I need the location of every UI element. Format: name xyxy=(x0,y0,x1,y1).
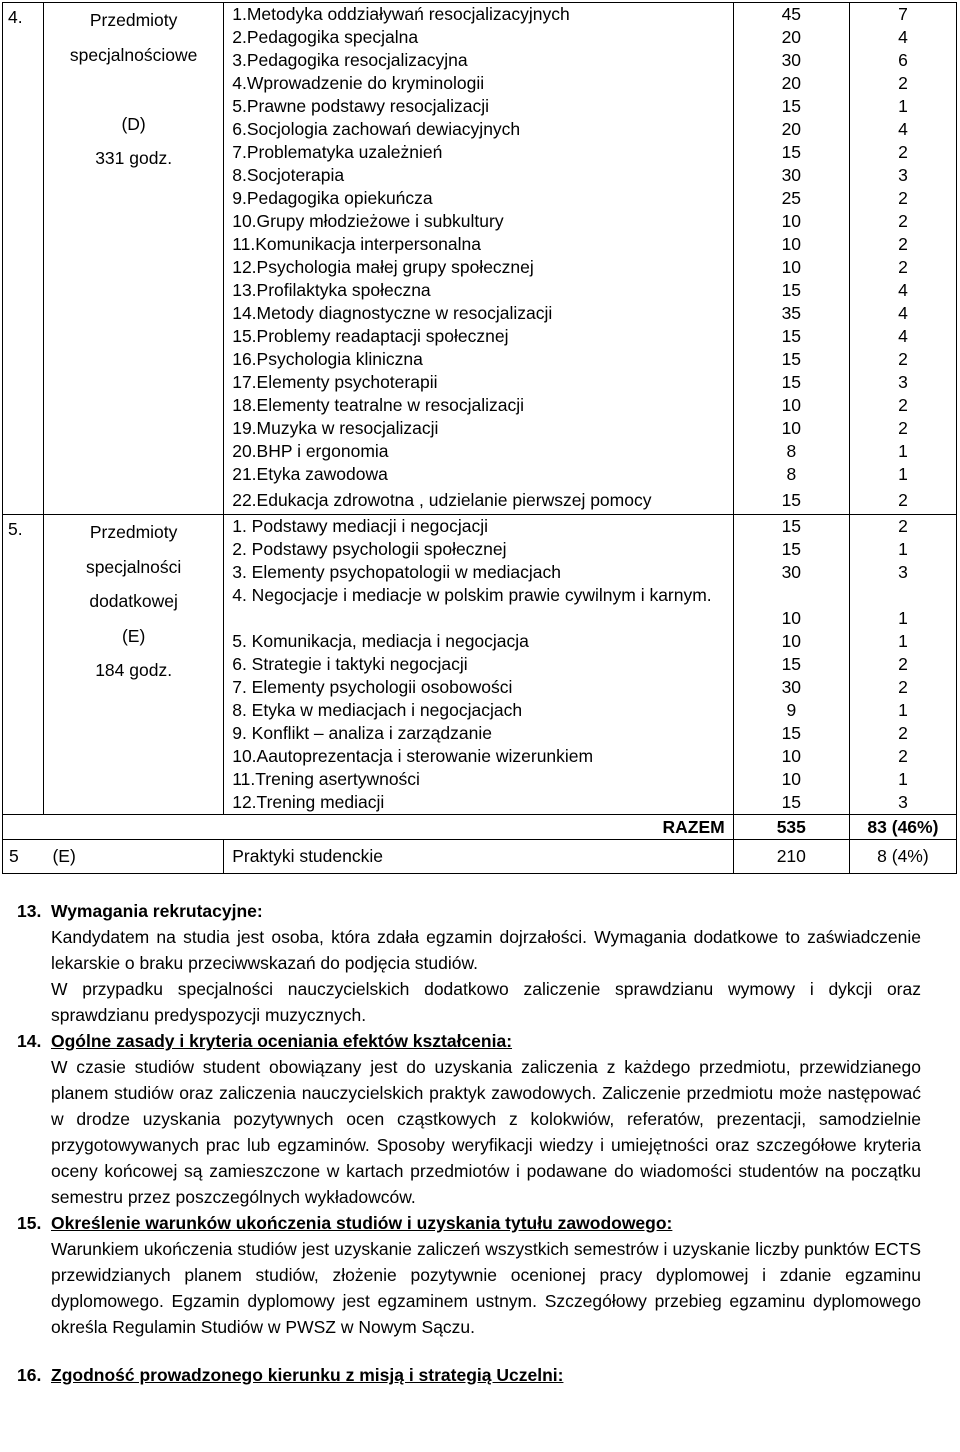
subject-hours: 35 xyxy=(781,303,802,323)
subject-list xyxy=(224,3,734,515)
subject-name: 17.Elementy psychoterapii xyxy=(232,372,438,392)
practice-number: 5 xyxy=(9,846,19,866)
subject-ects: 4 xyxy=(898,326,908,346)
group-number: 5. xyxy=(3,515,44,815)
subject-hours: 20 xyxy=(781,73,802,93)
ects-list xyxy=(849,3,956,515)
subject-name: 14.Metody diagnostyczne w resocjalizacji xyxy=(232,303,553,323)
subject-hours: 30 xyxy=(781,50,802,70)
study-plan-table xyxy=(2,2,957,874)
subject-ects: 3 xyxy=(898,562,908,582)
paragraph: W czasie studiów student obowiązany jest do uzyskania zaliczenia z każdego przedmiotu, przewidzianego planem studiów oraz zaliczenia nauczycielskich praktyk zawodowych. Zaliczenie przedmiotu może następować w drodze uzyskania pozytywnych ocen cząstkowych z kolokwiów, referatów, prezentacji, samodzielnie przygotowywanych prac lub egzaminów. Sposoby weryfikacji wiedzy i umiejętności oraz szczegółowe kryteria oceny końcowej są zamieszczone w kartach przedmiotów i podawane do wiadomości studentów na początku semestru przez poszczególnych wykładowców. xyxy=(51,1057,921,1207)
practice-code xyxy=(3,840,224,874)
section-title: Zgodność prowadzonego kierunku z misją i strategią Uczelni: xyxy=(51,1365,564,1385)
group-number: 4. xyxy=(3,3,44,515)
subject-hours: 10 xyxy=(781,418,802,438)
subject-ects: 2 xyxy=(898,257,908,277)
subject-hours: 15 xyxy=(781,372,802,392)
subject-ects: 2 xyxy=(898,723,908,743)
subject-name: 13.Profilaktyka społeczna xyxy=(232,280,431,300)
total-hours: 535 xyxy=(733,815,849,840)
subject-name: 7. Elementy psychologii osobowości xyxy=(232,677,513,697)
paragraph: W przypadku specjalności nauczycielskich dodatkowo zaliczenie sprawdzianu wymowy i dykcji oraz sprawdzianu predyspozycji muzycznych. xyxy=(51,979,921,1025)
subject-hours: 8 xyxy=(786,441,797,461)
subject-ects: 2 xyxy=(898,654,908,674)
subject-hours: 15 xyxy=(781,326,802,346)
subject-ects: 2 xyxy=(898,188,908,208)
subject-name: 10.Grupy młodzieżowe i subkultury xyxy=(232,211,504,231)
subject-hours: 30 xyxy=(781,677,802,697)
paragraph: Warunkiem ukończenia studiów jest uzyskanie zaliczeń wszystkich semestrów i uzyskanie liczby punktów ECTS przewidzianych planem studiów, złożenie pozytywnie ocenionej pracy dyplomowej i zdanie egzaminu dyplomowego. Egzamin dyplomowy jest egzaminem ustnym. Szczegółowy przebieg egzaminu dyplomowego określa Regulamin Studiów w PWSZ w Nowym Sączu. xyxy=(51,1239,921,1337)
practice-name: Praktyki studenckie xyxy=(224,840,734,874)
section-number: 16. xyxy=(17,1365,42,1385)
subject-hours: 20 xyxy=(781,27,802,47)
hours-list xyxy=(733,3,849,515)
subject-hours: 15 xyxy=(781,516,802,536)
subject-name: 2.Pedagogika specjalna xyxy=(232,27,419,47)
subject-ects: 6 xyxy=(898,50,908,70)
subject-ects: 4 xyxy=(898,303,908,323)
subject-list xyxy=(224,515,734,815)
subject-hours: 15 xyxy=(781,142,802,162)
subject-hours: 15 xyxy=(781,792,802,812)
subject-hours: 15 xyxy=(781,96,802,116)
subject-ects: 2 xyxy=(898,142,908,162)
subject-hours: 15 xyxy=(781,280,802,300)
subject-name: 4. Negocjacje i mediacje w polskim prawie cywilnym i karnym. xyxy=(232,585,712,605)
subject-name: 10.Aautoprezentacja i sterowanie wizerunkiem xyxy=(232,746,594,766)
subject-name: 7.Problematyka uzależnień xyxy=(232,142,443,162)
section-title: Wymagania rekrutacyjne: xyxy=(51,901,263,921)
subject-hours: 8 xyxy=(786,464,797,484)
subject-ects: 1 xyxy=(898,769,908,789)
subject-name: 9. Konflikt – analiza i zarządzanie xyxy=(232,723,492,743)
subject-ects: 1 xyxy=(898,464,908,484)
ects-list xyxy=(849,515,956,815)
subject-ects: 2 xyxy=(898,349,908,369)
subject-ects: 2 xyxy=(898,677,908,697)
section-number: 13. xyxy=(17,901,42,921)
subject-hours: 15 xyxy=(781,349,802,369)
practice-row xyxy=(3,840,957,874)
subject-hours: 10 xyxy=(781,211,802,231)
subject-ects: 2 xyxy=(898,395,908,415)
subject-ects: 2 xyxy=(898,73,908,93)
subject-ects: 2 xyxy=(898,418,908,438)
subject-ects: 1 xyxy=(898,96,908,116)
group-row-e xyxy=(3,515,957,815)
subject-ects: 1 xyxy=(898,441,908,461)
subject-ects: 1 xyxy=(898,539,908,559)
group-label: Przedmioty specjalności dodatkowej (E) 184 godz. xyxy=(44,515,224,815)
subject-name: 1.Metodyka oddziaływań resocjalizacyjnych xyxy=(232,4,570,24)
practice-hours: 210 xyxy=(733,840,849,874)
subject-hours: 10 xyxy=(781,234,802,254)
subject-name: 2. Podstawy psychologii społecznej xyxy=(232,539,507,559)
subject-ects: 1 xyxy=(898,631,908,651)
subject-name: 12.Trening mediacji xyxy=(232,792,385,812)
subject-hours: 9 xyxy=(786,700,797,720)
total-label: RAZEM xyxy=(3,815,734,840)
section-title: Określenie warunków ukończenia studiów i uzyskania tytułu zawodowego: xyxy=(51,1213,673,1233)
subject-ects: 2 xyxy=(898,516,908,536)
subject-name: 22.Edukacja zdrowotna , udzielanie pierwszej pomocy xyxy=(232,490,652,510)
subject-hours: 10 xyxy=(781,257,802,277)
subject-name: 20.BHP i ergonomia xyxy=(232,441,389,461)
subject-name: 6. Strategie i taktyki negocjacji xyxy=(232,654,468,674)
subject-name: 11.Trening asertywności xyxy=(232,769,420,789)
subject-name: 12.Psychologia małej grupy społecznej xyxy=(232,257,534,277)
subject-hours: 10 xyxy=(781,769,802,789)
subject-ects: 2 xyxy=(898,490,908,510)
subject-name: 1. Podstawy mediacji i negocjacji xyxy=(232,516,489,536)
section-number: 15. xyxy=(17,1213,42,1233)
subject-hours: 45 xyxy=(781,4,802,24)
subject-ects: 7 xyxy=(898,4,908,24)
subject-ects: 4 xyxy=(898,27,908,47)
group-label: Przedmioty specjalnościowe (D) 331 godz. xyxy=(44,3,224,515)
section-number: 14. xyxy=(17,1031,42,1051)
subject-ects: 4 xyxy=(898,119,908,139)
subject-hours: 15 xyxy=(781,490,802,510)
section-heading xyxy=(0,898,960,924)
subject-name: 16.Psychologia kliniczna xyxy=(232,349,423,369)
subject-name: 21.Etyka zawodowa xyxy=(232,464,388,484)
hours-list xyxy=(733,515,849,815)
subject-hours: 15 xyxy=(781,539,802,559)
subject-name: 3.Pedagogika resocjalizacyjna xyxy=(232,50,468,70)
document-text xyxy=(0,898,960,1388)
subject-name: 8. Etyka w mediacjach i negocjacjach xyxy=(232,700,523,720)
subject-name: 5.Prawne podstawy resocjalizacji xyxy=(232,96,490,116)
subject-name: 6.Socjologia zachowań dewiacyjnych xyxy=(232,119,521,139)
subject-name: 3. Elementy psychopatologii w mediacjach xyxy=(232,562,562,582)
subject-hours: 30 xyxy=(781,165,802,185)
practice-group: (E) xyxy=(52,846,76,866)
subject-hours: 10 xyxy=(781,746,802,766)
subject-ects: 2 xyxy=(898,211,908,231)
subject-hours: 20 xyxy=(781,119,802,139)
subject-name: 18.Elementy teatralne w resocjalizacji xyxy=(232,395,525,415)
subject-ects: 3 xyxy=(898,372,908,392)
subject-hours: 15 xyxy=(781,723,802,743)
total-row xyxy=(3,815,957,840)
subject-hours: 10 xyxy=(781,608,802,628)
group-row-d xyxy=(3,3,957,515)
subject-ects: 4 xyxy=(898,280,908,300)
subject-hours: 15 xyxy=(781,654,802,674)
subject-name: 19.Muzyka w resocjalizacji xyxy=(232,418,439,438)
section-heading xyxy=(0,1028,960,1054)
subject-hours: 25 xyxy=(781,188,802,208)
subject-hours: 10 xyxy=(781,395,802,415)
practice-ects: 8 (4%) xyxy=(849,840,956,874)
subject-ects: 1 xyxy=(898,608,908,628)
subject-ects: 1 xyxy=(898,700,908,720)
total-ects: 83 (46%) xyxy=(849,815,956,840)
subject-name: 11.Komunikacja interpersonalna xyxy=(232,234,481,254)
subject-ects: 3 xyxy=(898,792,908,812)
section-heading xyxy=(0,1210,960,1236)
subject-ects: 3 xyxy=(898,165,908,185)
subject-name: 5. Komunikacja, mediacja i negocjacja xyxy=(232,631,529,651)
subject-ects: 2 xyxy=(898,234,908,254)
subject-name: 4.Wprowadzenie do kryminologii xyxy=(232,73,485,93)
subject-name: 8.Socjoterapia xyxy=(232,165,345,185)
subject-hours: 30 xyxy=(781,562,802,582)
subject-name: 15.Problemy readaptacji społecznej xyxy=(232,326,509,346)
subject-ects: 2 xyxy=(898,746,908,766)
paragraph: Kandydatem na studia jest osoba, która zdała egzamin dojrzałości. Wymagania dodatkowe to zaświadczenie lekarskie o braku przeciwwskazań do podjęcia studiów. xyxy=(51,927,921,973)
section-heading xyxy=(0,1362,960,1388)
section-title: Ogólne zasady i kryteria oceniania efektów kształcenia: xyxy=(51,1031,513,1051)
subject-hours: 10 xyxy=(781,631,802,651)
subject-name: 9.Pedagogika opiekuńcza xyxy=(232,188,433,208)
